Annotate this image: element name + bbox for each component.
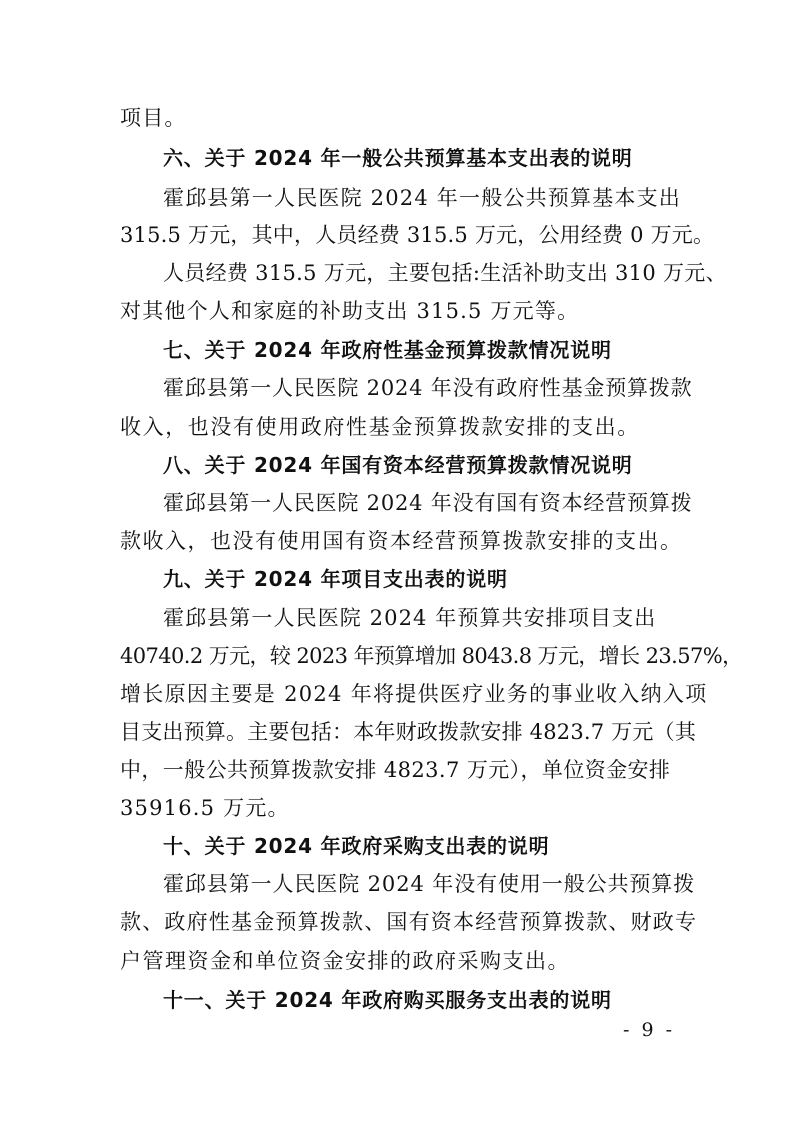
body-text-line: 增长原因主要是 2024 年将提供医疗业务的事业收入纳入项 bbox=[120, 682, 708, 706]
body-text-line: 中，一般公共预算拨款安排 4823.7 万元），单位资金安排 bbox=[120, 758, 671, 782]
body-text-line: 霍邱县第一人民医院 2024 年一般公共预算基本支出 bbox=[163, 186, 681, 210]
body-text-line: 霍邱县第一人民医院 2024 年没有使用一般公共预算拨 bbox=[163, 872, 696, 896]
body-text-line: 35916.5 万元。 bbox=[120, 796, 290, 820]
body-text-line: 人员经费 315.5 万元，主要包括:生活补助支出 310 万元、 bbox=[163, 261, 727, 285]
section-heading: 六、关于 2024 年一般公共预算基本支出表的说明 bbox=[163, 146, 633, 170]
section-heading: 九、关于 2024 年项目支出表的说明 bbox=[163, 567, 508, 591]
section-heading: 十、关于 2024 年政府采购支出表的说明 bbox=[163, 834, 550, 858]
page-number: - 9 - bbox=[623, 1019, 676, 1041]
section-heading: 八、关于 2024 年国有资本经营预算拨款情况说明 bbox=[163, 453, 633, 477]
body-text-line: 霍邱县第一人民医院 2024 年没有政府性基金预算拨款 bbox=[163, 376, 693, 400]
body-text-line: 户管理资金和单位资金安排的政府采购支出。 bbox=[120, 949, 570, 973]
body-text-line: 款、政府性基金预算拨款、国有资本经营预算拨款、财政专 bbox=[120, 910, 698, 934]
body-text-line: 315.5 万元，其中，人员经费 315.5 万元，公用经费 0 万元。 bbox=[120, 223, 715, 247]
body-text-line: 霍邱县第一人民医院 2024 年没有国有资本经营预算拨 bbox=[163, 491, 693, 515]
body-text-line: 目支出预算。主要包括：本年财政拨款安排 4823.7 万元（其 bbox=[120, 720, 697, 744]
body-text-line: 霍邱县第一人民医院 2024 年预算共安排项目支出 bbox=[163, 606, 657, 630]
section-heading: 七、关于 2024 年政府性基金预算拨款情况说明 bbox=[163, 338, 612, 362]
section-heading: 十一、关于 2024 年政府购买服务支出表的说明 bbox=[163, 988, 612, 1012]
body-text-line: 40740.2 万元，较 2023 年预算增加 8043.8 万元，增长 23.57%， bbox=[120, 644, 743, 668]
body-text-line: 对其他个人和家庭的补助支出 315.5 万元等。 bbox=[120, 299, 580, 323]
body-text-line: 项目。 bbox=[120, 106, 187, 130]
body-text-line: 收入，也没有使用政府性基金预算拨款安排的支出。 bbox=[120, 415, 640, 439]
body-text-line: 款收入，也没有使用国有资本经营预算拨款安排的支出。 bbox=[120, 529, 683, 553]
